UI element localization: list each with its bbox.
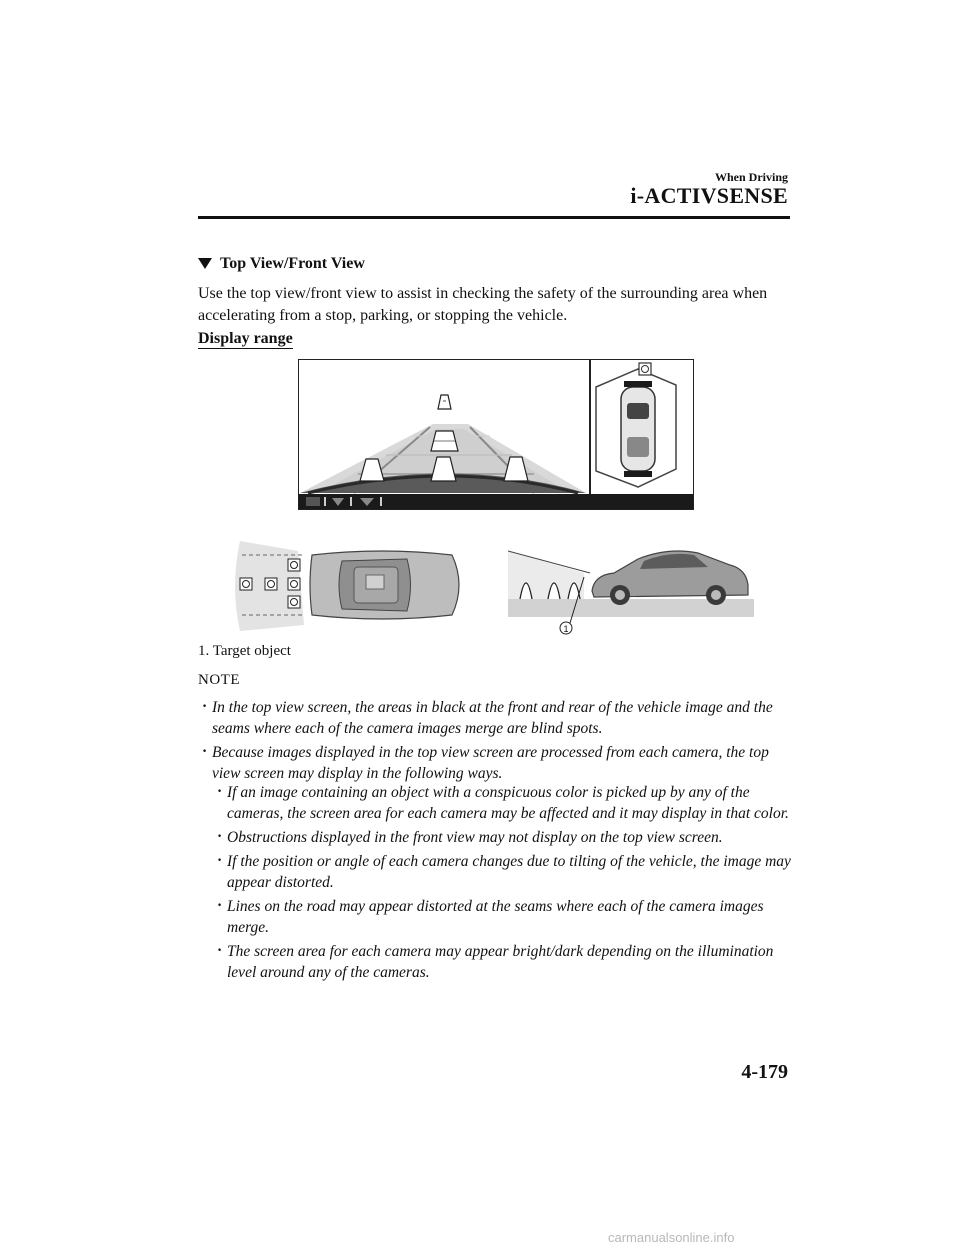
side-view-vehicle-illustration <box>508 537 754 637</box>
monitor-screen-illustration <box>298 359 694 510</box>
vehicle-side-view <box>592 551 748 605</box>
vehicle-top-view <box>310 551 459 619</box>
note-sublist <box>215 782 800 986</box>
figure-legend-item: 1. Target object <box>198 643 291 659</box>
callout-number: 1 <box>563 624 569 634</box>
note-subitem: · Obstructions displayed in the front view may not display on the top view screen. <box>215 827 800 848</box>
note-subitem: · Lines on the road may appear distorted at the seams where each of the camera images merge. <box>215 896 800 938</box>
screen-status-bar <box>299 494 693 509</box>
note-subitem: · If the position or angle of each camera changes due to tilting of the vehicle, the image may appear distorted. <box>215 851 800 893</box>
intro-paragraph: Use the top view/front view to assist in checking the safety of the surrounding area when accelerating from a stop, parking, or stopping the vehicle. <box>198 285 768 324</box>
top-down-vehicle-illustration <box>232 537 470 633</box>
page-number: 4-179 <box>741 1061 788 1083</box>
note-item: · In the top view screen, the areas in black at the front and rear of the vehicle image and the seams where each of the camera images merge are blind spots. <box>200 697 800 739</box>
display-range-heading-text: Display range <box>198 330 293 347</box>
running-header-section: When Driving <box>714 170 788 184</box>
note-subitem: · The screen area for each camera may appear bright/dark depending on the illumination level around any of the cameras. <box>215 941 800 983</box>
header-rule <box>198 216 790 219</box>
front-view-panel <box>299 360 589 494</box>
triangle-down-icon <box>198 258 212 269</box>
section-heading-text: Top View/Front View <box>220 255 365 272</box>
section-heading <box>198 255 365 273</box>
note-label: NOTE <box>198 672 240 688</box>
watermark: carmanualsonline.info <box>608 1230 735 1245</box>
top-view-panel <box>591 360 693 494</box>
note-item: · Because images displayed in the top view screen are processed from each camera, the top view screen may display in the following ways. <box>200 742 800 784</box>
running-header-chapter: i-ACTIVSENSE <box>630 183 788 208</box>
note-list <box>200 697 800 787</box>
note-subitem: · If an image containing an object with a conspicuous color is picked up by any of the cameras, the screen area for each camera may be affected and it may display in that color. <box>215 782 800 824</box>
display-range-heading <box>198 330 293 348</box>
